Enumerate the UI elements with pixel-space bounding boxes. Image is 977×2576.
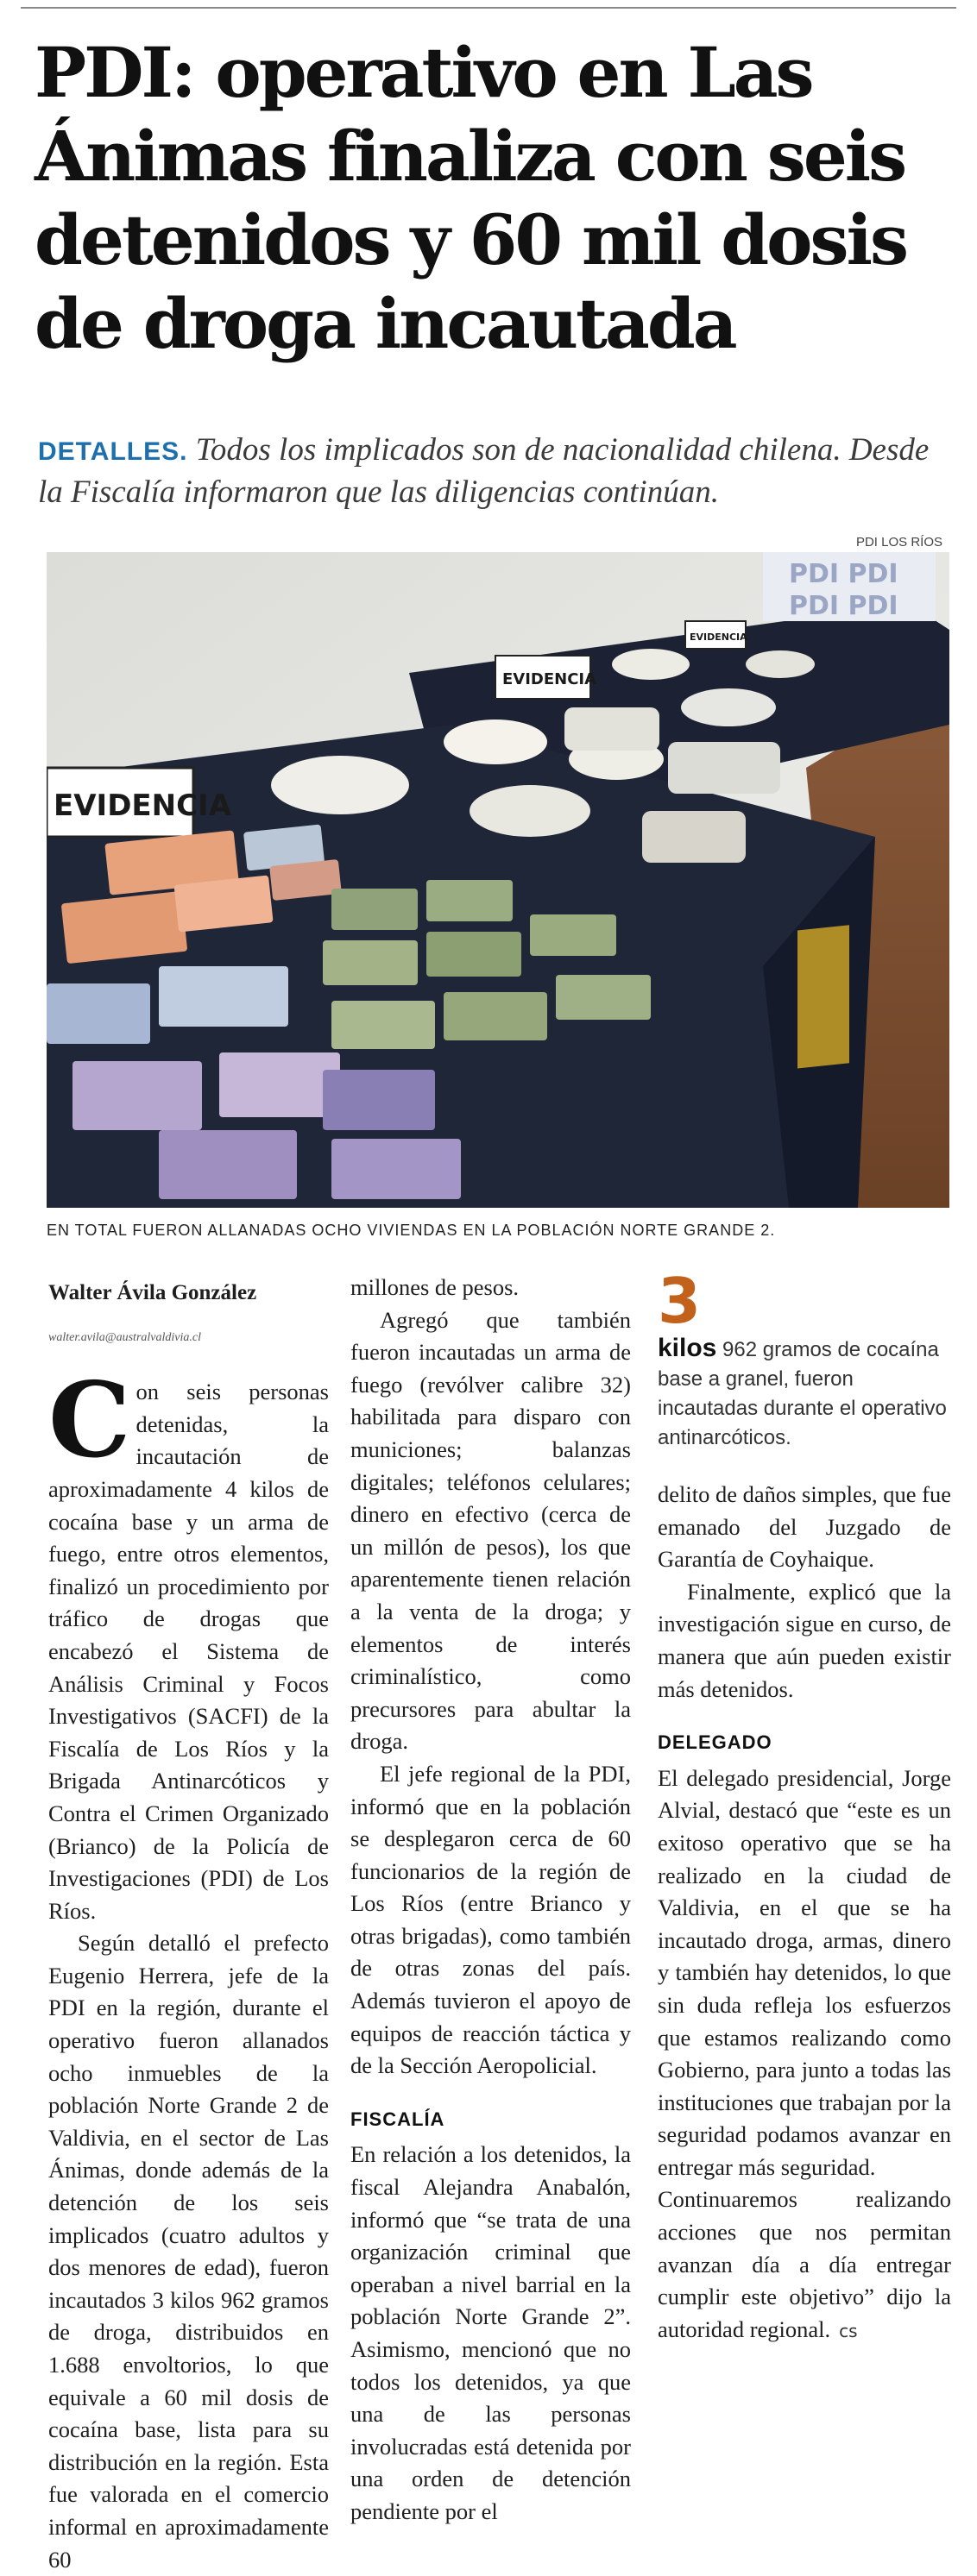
deck-label: DETALLES. — [38, 437, 188, 466]
headline-line: detenidos y 60 mil dosis — [35, 199, 906, 280]
evidence-table-illustration — [47, 552, 949, 1208]
article-paragraph: Agregó que también fueron incautadas un arma de fuego (revólver calibre 32) habilitada para disparo con municiones; balanzas digitales; teléfonos celulares; dinero en efectivo (cerca de un millón de pesos), los que aparentemente tienen relación a la venta de la droga; y elementos de interés criminalístico, como precursores para abultar la droga. — [350, 1306, 631, 1755]
article-paragraph — [48, 1360, 329, 1927]
stat-text: 962 gramos de cocaína base a granel, fueron incautadas durante el operativo antinarcóticos. — [658, 1338, 947, 1449]
article-paragraph: El jefe regional de la PDI, informó que en la población se desplegaron cerca de 60 funcionarios de la región de Los Ríos (entre Brianco y otras brigadas), como también de otras zonas del país. Además tuvieron el apoyo de equipos de reacción táctica y de la Sección Aeropolicial. — [350, 1760, 631, 2079]
article-column-2 — [350, 1272, 631, 2529]
byline: Walter Ávila González — [48, 1281, 257, 1304]
headline — [35, 31, 949, 366]
deck — [38, 430, 953, 512]
headline-line: de droga incautada — [35, 283, 735, 364]
subhead-delegado: DELEGADO — [658, 1731, 772, 1754]
deck-text: Todos los implicados son de nacionalidad chilena. Desde la Fiscalía informaron que las diligencias continúan. — [38, 432, 930, 510]
evidence-sign-text: EVIDENCIA — [690, 631, 747, 643]
article-paragraph: Finalmente, explicó que la investigación sigue en curso, de manera que aún pueden existir más detenidos. — [658, 1578, 951, 1702]
article-paragraph — [658, 2183, 951, 2347]
article-column-1 — [48, 1272, 329, 2576]
article-column-3 — [658, 1265, 952, 2347]
photo-caption: EN TOTAL FUERON ALLANADAS OCHO VIVIENDAS EN LA POBLACIÓN NORTE GRANDE 2. — [47, 1222, 776, 1239]
subhead-fiscalia: FISCALÍA — [350, 2108, 445, 2130]
article-paragraph: En relación a los detenidos, la fiscal Alejandra Anabalón, informó que “se trata de una organización criminal que operaban a nivel barrial en la población Norte Grande 2”. Asimismo, mencionó que no todos los detenidos, ya que una de las personas involucradas está detenida por una orden de detención pendiente por el — [350, 2141, 631, 2524]
headline-line: Ánimas finaliza con seis — [35, 116, 905, 197]
stat-number: 3 — [658, 1265, 702, 1337]
article-paragraph: millones de pesos. — [350, 1274, 520, 1300]
headline-line: PDI: operativo en Las — [35, 32, 812, 113]
paragraph-text: Continuaremos realizando acciones que nos permitan avanzan día a día entregar cumplir este objetivo” dijo la autoridad regional. — [658, 2186, 951, 2342]
stat-box — [658, 1334, 951, 1453]
news-photo — [47, 552, 949, 1208]
article-paragraph: El delegado presidencial, Jorge Alvial, destacó que “este es un exitoso operativo que se ha realizado en la ciudad de Valdivia, en el que se ha incautado droga, armas, dinero y también hay detenidos, lo que sin duda refleja los esfuerzos que estamos realizando como Gobierno, para junto a todas las instituciones que trabajan por la seguridad podamos avanzar en entregar más seguridad. — [658, 1764, 951, 2180]
end-mark: cs — [839, 2320, 858, 2341]
evidence-sign-text: EVIDENCIA — [54, 789, 232, 823]
photo-credit: PDI LOS RÍOS — [855, 535, 942, 550]
wall-banner-text: PDI PDI — [789, 559, 898, 589]
stat-unit: kilos — [658, 1334, 717, 1362]
author-email: walter.avila@australvaldivia.cl — [48, 1330, 201, 1344]
article-paragraph: Según detalló el prefecto Eugenio Herrera, jefe de la PDI en la región, durante el operativo fueron allanados ocho inmuebles de la población Norte Grande 2 de Valdivia, en el sector de Las Ánimas, donde además de la detención de los seis implicados (cuatro adultos y dos menores de edad), fueron incautados 3 kilos 962 gramos de droga, distribuidos en 1.688 envoltorios, lo que equivale a 60 mil dosis de cocaína base, lista para su distribución en la región. Esta fue valorada en el comercio informal en aproximadamente 60 — [48, 1930, 329, 2573]
drop-cap: C — [48, 1360, 131, 1482]
wall-banner-text: PDI PDI — [789, 591, 898, 621]
paragraph-text: on seis personas detenidas, la incautación de aproximadamente 4 kilos de cocaína base y un arma de fuego, entre otros elementos, finalizó un procedimiento por tráfico de drogas que encabezó el Sistema de Análisis Criminal y Focos Investigativos (SACFI) de la Fiscalía de Los Ríos y la Brigada Antinarcóticos y Contra el Crimen Organizado (Brianco) de la Policía de Investigaciones (PDI) de Los Ríos. — [48, 1379, 329, 1924]
evidence-sign-text: EVIDENCIA — [502, 670, 597, 688]
pdi-logo-shape — [797, 925, 849, 1068]
article-paragraph: delito de daños simples, que fue emanado del Juzgado de Garantía de Coyhaique. — [658, 1481, 952, 1573]
top-rule — [21, 7, 956, 9]
